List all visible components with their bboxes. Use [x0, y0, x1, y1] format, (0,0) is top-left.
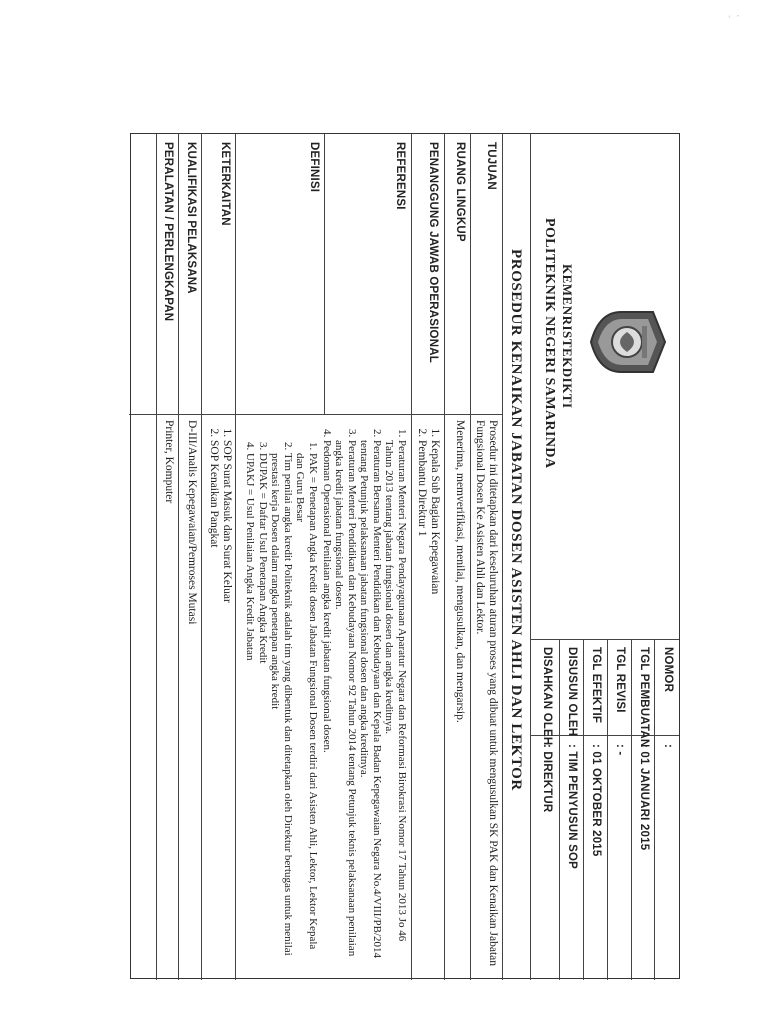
meta-label-disahkan-oleh: DISAHKAN OLEH: [541, 647, 553, 746]
logo: [589, 302, 669, 382]
text-ruang-lingkup: Menerima, memverifikasi, menilai, mengusulkan, dan mengarsip.: [454, 420, 466, 723]
list-item: 2. SOP Kenaikan Pangkat: [207, 440, 220, 966]
list-item: 1. Kepala Sub Bagian Kepegawaian: [428, 440, 441, 966]
list-item: 1. SOP Surat Masuk dan Surat Keluar: [220, 440, 233, 966]
list-item: 1. Peraturan Menteri Negara Pendayagunaan Aparatur Negara dan Reformasi Birokrasi Nomor 17 Tahun 2013 Jo 46 Tahun 2013 tentang jabatan fungsional dosen dan angka kreditnya.: [383, 440, 408, 966]
list-referensi: [321, 426, 409, 966]
text-peralatan: Printer, Komputer: [163, 420, 175, 504]
list-item: 3. Peraturan Menteri Pendidikan dan Kebudayaan Nomor 92 Tahun 2014 tentang Petunjuk teknis pelaksanaan penilaian angka kredit jabatan fungsional dosen.: [333, 440, 358, 966]
meta-value-disusun-oleh: : TIM PENYUSUN SOP: [566, 744, 578, 870]
meta-label-tgl-revisi: TGL REVISI: [614, 647, 626, 713]
text-tujuan: Prosedur ini ditetapkan dari keseluruhan aturan proses yang dibuat untuk mengusulkan SK PAK dan Kenaikan Jabatan Fungsional Dosen Ke Asisten Ahli dan Lektor.: [474, 420, 499, 967]
document-title: PROSEDUR KENAIKAN JABATAN DOSEN ASISTEN AHLI DAN LEKTOR: [508, 249, 524, 791]
meta-label-tgl-pembuatan: TGL PEMBUATAN: [638, 647, 650, 748]
scan-artifact: ʻ ˆ: [728, 14, 740, 23]
meta-value-nomor: :: [662, 744, 674, 749]
label-keterkaitan: KETERKAITAN: [219, 142, 231, 226]
list-item: 4. UPAKJ = Usul Penilaian Angka Kredit Jabatan: [244, 453, 257, 966]
institution-name: POLITEKNIK NEGERI SAMARINDA: [542, 218, 557, 469]
label-tujuan: TUJUAN: [485, 142, 497, 190]
meta-value-tgl-revisi: : -: [614, 744, 626, 756]
politeknik-logo-icon: [589, 302, 669, 382]
list-penanggung-jawab: [415, 426, 441, 966]
ministry-name: KEMENRISTEKDIKTI: [560, 264, 575, 409]
sop-table: [130, 133, 680, 979]
label-referensi: REFERENSI: [394, 142, 406, 210]
meta-value-tgl-pembuatan: : 01 JANUARI 2015: [638, 744, 650, 851]
text-kualifikasi: D-III/Analis Kepegawaian/Pemroses Mutasi: [186, 420, 198, 625]
meta-label-disusun-oleh: DISUSUN OLEH: [566, 647, 578, 737]
list-item: 2. Peraturan Bersama Menteri Pendidikan dan Kebudayaan dan Kepala Badan Kepegawaian Negara No.4/VIII/PB/2014 tentang Petunjuk pelaksanaan jabatan fungsional dosen dan angka kreditnya.: [358, 440, 383, 966]
list-keterkaitan: [207, 426, 233, 966]
label-ruang-lingkup: RUANG LINGKUP: [454, 142, 466, 242]
list-item: 4. Pedoman Operasional Penilaian angka kredit jabatan fungsional dosen.: [321, 440, 334, 966]
list-item: 2. Pembantu Direktur 1: [415, 440, 428, 966]
meta-label-tgl-efektif: TGL EFEKTIF: [590, 647, 602, 724]
list-item: 2. Tim penilai angka kredit Politeknik adalah tim yang dibentuk dan ditetapkan oleh Direktur bertugas untuk menilai prestasi kerja Dosen dalam rangka penetapan angka kredit: [269, 453, 294, 966]
meta-value-disahkan-oleh: : DIREKTUR: [541, 744, 553, 813]
label-penanggung-jawab: PENANGGUNG JAWAB OPERASIONAL: [427, 142, 439, 363]
list-item: 1. PAK = Penetapan Angka Kredit dosen Jabatan Fungsional Dosen terdiri dari Asisten Ahli, Lektor, Lektor Kepala dan Guru Besar: [294, 453, 319, 966]
list-definisi: [244, 439, 319, 966]
label-peralatan: PERALATAN / PERLENGKAPAN: [162, 142, 174, 322]
label-kualifikasi: KUALIFIKASI PELAKSANA: [185, 142, 197, 294]
meta-label-nomor: NOMOR: [662, 647, 674, 693]
list-item: 3. DUPAK = Daftar Usul Penetapan Angka Kredit: [257, 453, 270, 966]
meta-value-tgl-efektif: : 01 OKTOBER 2015: [590, 744, 602, 857]
label-definisi: DEFINISI: [308, 142, 320, 193]
